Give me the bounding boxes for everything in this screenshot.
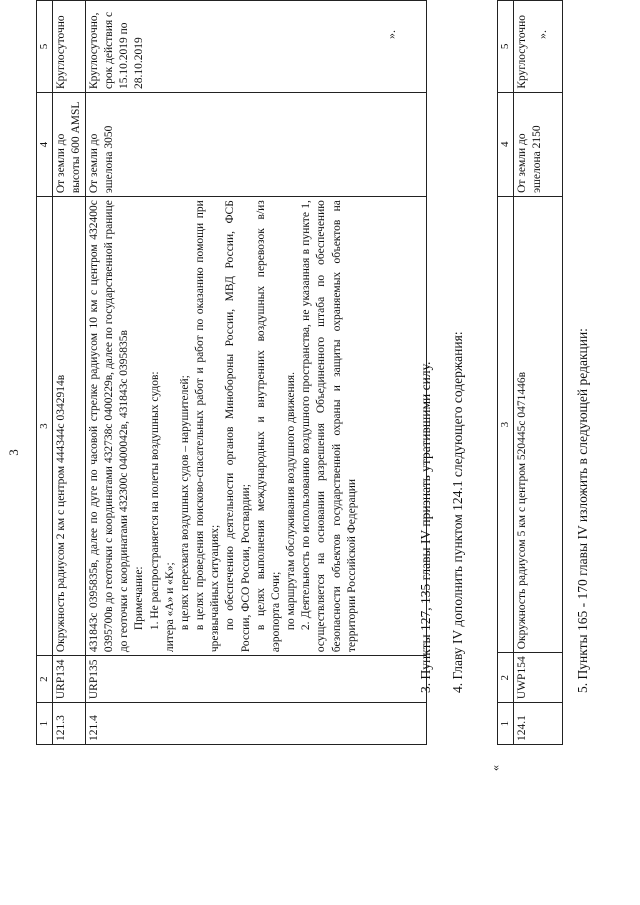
paragraph-4: 4. Главу IV дополнить пунктом 124.1 следующего содержания:: [450, 331, 465, 693]
airspace-table-2: [497, 0, 563, 745]
closing-quote: ».: [535, 30, 549, 39]
row-number: 121.4: [85, 703, 426, 745]
zone-boundary-text: 431843с 0395835в, далее по дуге по часовой стрелке радиусом 10 км с центром 432400с 0395700в до геоточки с координатами 432738с 0400229в, далее по государственной границе до геоточки с координатами 432300с 0400042в, 431843с 0395835в: [87, 200, 131, 653]
header-cell: 1: [37, 703, 53, 745]
header-cell: 2: [37, 656, 53, 703]
zone-code: UWP154: [513, 653, 562, 703]
operating-time: Круглосуточно: [513, 1, 562, 93]
zone-description: Окружность радиусом 5 км с центром 520445с 0471446в: [513, 196, 562, 652]
header-cell: 5: [37, 1, 53, 93]
altitude-limits: От земли до эшелона 2150: [513, 92, 562, 196]
paragraph-5: 5. Пункты 165 - 170 главы IV изложить в следующей редакции:: [575, 328, 590, 693]
opening-quote: «: [488, 765, 502, 771]
table-row: [85, 1, 426, 745]
table-header-row: [498, 1, 514, 745]
note-line: в целях перехвата воздушных судов – нарушителей;: [178, 375, 191, 631]
header-cell: 5: [498, 1, 514, 93]
note-title: Примечание:: [133, 566, 146, 631]
zone-description: [85, 197, 426, 656]
zone-code: URP134: [52, 656, 85, 703]
header-cell: 2: [498, 653, 514, 703]
paragraph-3: 3. Пункты 127, 135 главы IV признать утратившими силу.: [418, 361, 433, 693]
closing-quote: ».: [384, 30, 398, 39]
airspace-table-1: [36, 0, 427, 745]
header-cell: 4: [498, 92, 514, 196]
note-line: 1. Не распространяется на полеты воздушных судов:: [148, 371, 161, 631]
operating-time: Круглосуточно: [52, 1, 85, 93]
row-number: 121.3: [52, 703, 85, 745]
header-cell: 1: [498, 703, 514, 745]
row-number: 124.1: [513, 703, 562, 745]
table-row: [513, 1, 562, 745]
zone-code: URP135: [85, 656, 426, 703]
note-line: по маршрутам обслуживания воздушного движения.: [285, 372, 298, 631]
note-line: 2. Деятельность по использованию воздушного пространства, не указанная в пункте 1, осуществляется на основании разрешения Объединенного штаба по обеспечению безопасности объектов государственной охраны и защиты охраняемых объектов на территории Российской Федерации: [300, 200, 358, 653]
note-line: литера «А» и «К»;: [163, 562, 176, 653]
note-line: в целях проведения поисково-спасательных работ и работ по оказанию помощи при чрезвычайных ситуациях;: [194, 200, 222, 653]
zone-description: Окружность радиусом 2 км с центром 444344с 0342914в: [52, 197, 85, 656]
operating-time: Круглосуточно, срок действия с 15.10.2019 по 28.10.2019: [85, 1, 426, 93]
note-line: в целях выполнения международных и внутренних воздушных перевозок в/из аэропорта Сочи;: [254, 200, 282, 653]
table-header-row: [37, 1, 53, 745]
altitude-limits: От земли до эшелона 3050: [85, 93, 426, 197]
table-row: [52, 1, 85, 745]
note-line: по обеспечению деятельности органов Минобороны России, МВД России, ФСБ России, ФСО России, Росгвардии;: [224, 200, 252, 653]
page-number: 3: [6, 449, 21, 456]
header-cell: 3: [37, 197, 53, 656]
altitude-limits: От земли до высоты 600 AMSL: [52, 93, 85, 197]
header-cell: 3: [498, 196, 514, 652]
header-cell: 4: [37, 93, 53, 197]
